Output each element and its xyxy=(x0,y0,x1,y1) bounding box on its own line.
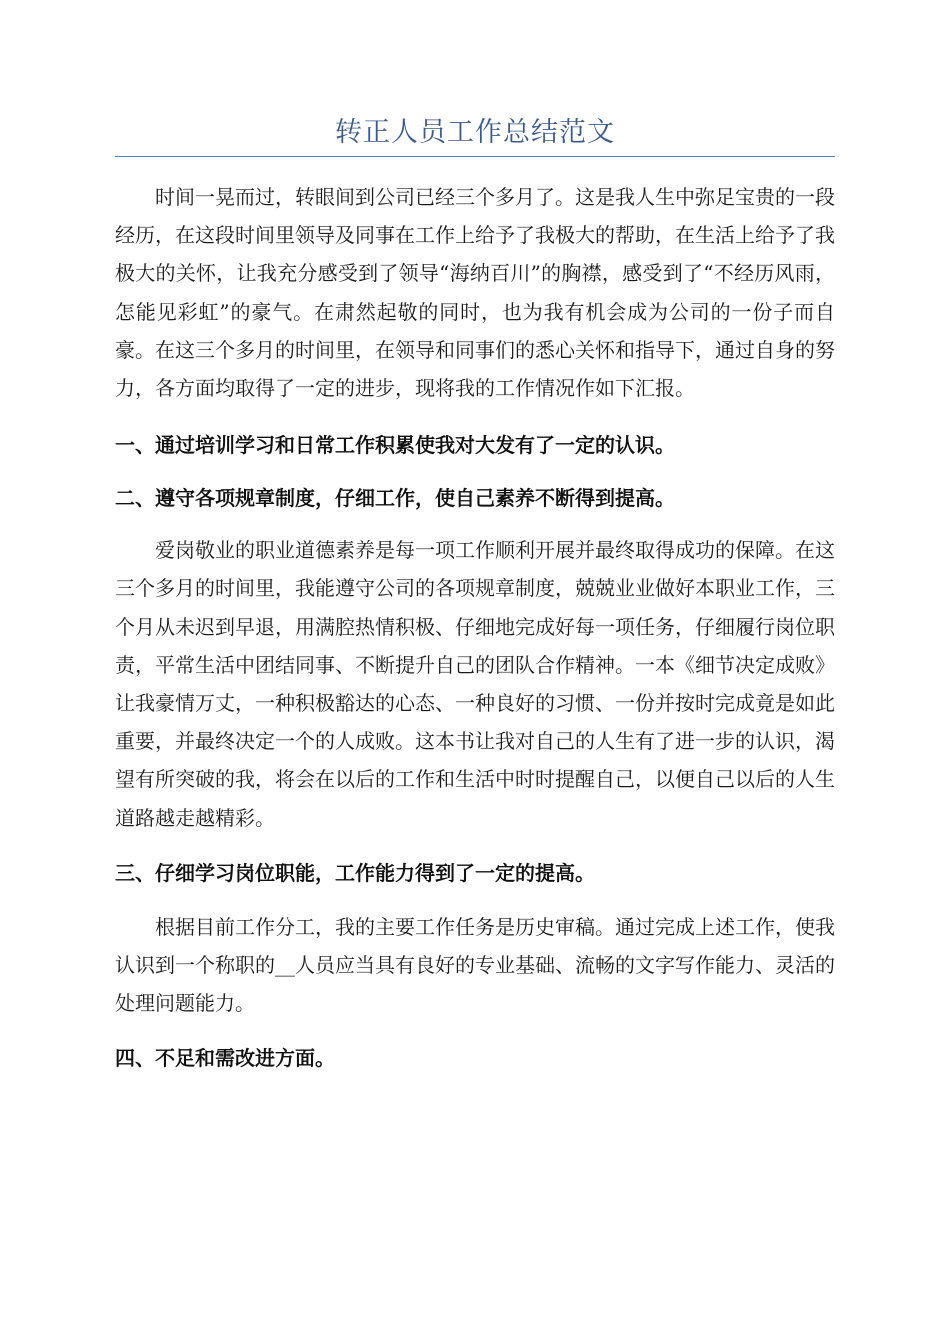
document-title: 转正人员工作总结范文 xyxy=(335,117,615,148)
title-underline xyxy=(115,156,835,157)
section-heading-1: 一、通过培训学习和日常工作积累使我对大发有了一定的认识。 xyxy=(115,433,675,458)
section-3-paragraph: 根据目前工作分工，我的主要工作任务是历史审稿。通过完成上述工作，使我认识到一个称职的__人员应当具有良好的专业基础、流畅的文字写作能力、灵活的处理问题能力。 xyxy=(115,914,835,1016)
document-page xyxy=(115,0,835,1077)
section-heading-4: 四、不足和需改进方面。 xyxy=(115,1046,335,1071)
section-heading-2: 二、遵守各项规章制度，仔细工作，使自己素养不断得到提高。 xyxy=(115,486,675,511)
section-2-paragraph: 爱岗敬业的职业道德素养是每一项工作顺利开展并最终取得成功的保障。在这三个多月的时间里，我能遵守公司的各项规章制度，兢兢业业做好本职业工作，三个月从未迟到早退，用满腔热情积极、仔细地完成好每一项任务，仔细履行岗位职责，平常生活中团结同事、不断提升自己的团队合作精神。一本《细节决定成败》让我豪情万丈，一种积极豁达的心态、一种良好的习惯、一份并按时完成竟是如此重要，并最终决定一个的人成败。这本书让我对自己的人生有了进一步的认识，渴望有所突破的我，将会在以后的工作和生活中时时提醒自己，以便自己以后的人生道路越走越精彩。 xyxy=(115,538,835,830)
intro-paragraph: 时间一晃而过，转眼间到公司已经三个多月了。这是我人生中弥足宝贵的一段经历，在这段时间里领导及同事在工作上给予了我极大的帮助，在生活上给予了我极大的关怀，让我充分感受到了领导“海纳百川”的胸襟，感受到了“不经历风雨，怎能见彩虹”的豪气。在肃然起敬的同时，也为我有机会成为公司的一份子而自豪。在这三个多月的时间里，在领导和同事们的悉心关怀和指导下，通过自身的努力，各方面均取得了一定的进步，现将我的工作情况作如下汇报。 xyxy=(115,185,835,401)
section-heading-3: 三、仔细学习岗位职能，工作能力得到了一定的提高。 xyxy=(115,860,595,885)
